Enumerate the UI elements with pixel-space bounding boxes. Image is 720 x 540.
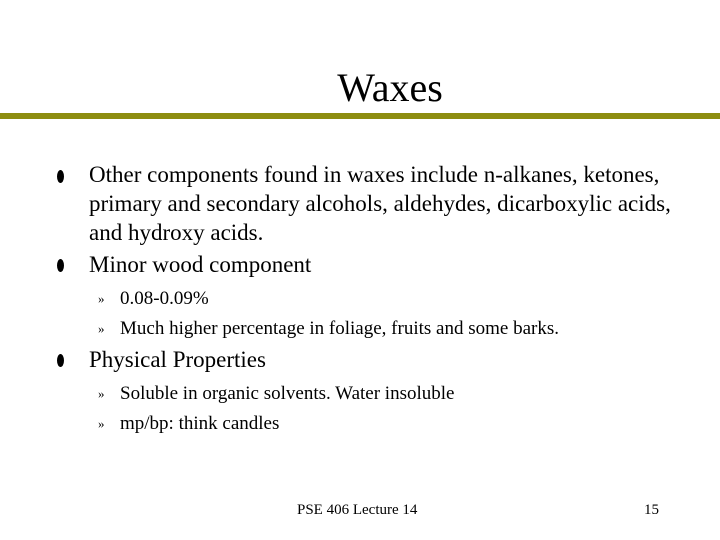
sub-bullet-text: mp/bp: think candles xyxy=(120,413,280,434)
bullet-icon xyxy=(57,259,64,272)
sub-bullet-marker: » xyxy=(98,386,105,401)
bullet-text: Physical Properties xyxy=(89,347,266,372)
sub-bullet-text: Soluble in organic solvents. Water insoluble xyxy=(120,383,455,404)
footer-page-number: 15 xyxy=(644,502,659,518)
title-divider xyxy=(0,113,720,119)
bullet-text: Minor wood component xyxy=(89,252,312,277)
bullet-icon xyxy=(57,170,64,183)
sub-bullet-marker: » xyxy=(98,291,105,306)
slide-title: Waxes xyxy=(337,65,443,110)
sub-bullet-marker: » xyxy=(98,321,105,336)
sub-bullet-text: 0.08-0.09% xyxy=(120,288,209,309)
bullet-icon xyxy=(57,354,64,367)
footer-course: PSE 406 Lecture 14 xyxy=(297,502,418,518)
sub-bullet-text: Much higher percentage in foliage, fruits and some barks. xyxy=(120,318,559,339)
bullet-text: Other components found in waxes include n-alkanes, ketones, primary and secondary alcohols, aldehydes, dicarboxylic acids, and hydroxy acids. xyxy=(89,162,671,245)
sub-bullet-marker: » xyxy=(98,416,105,431)
